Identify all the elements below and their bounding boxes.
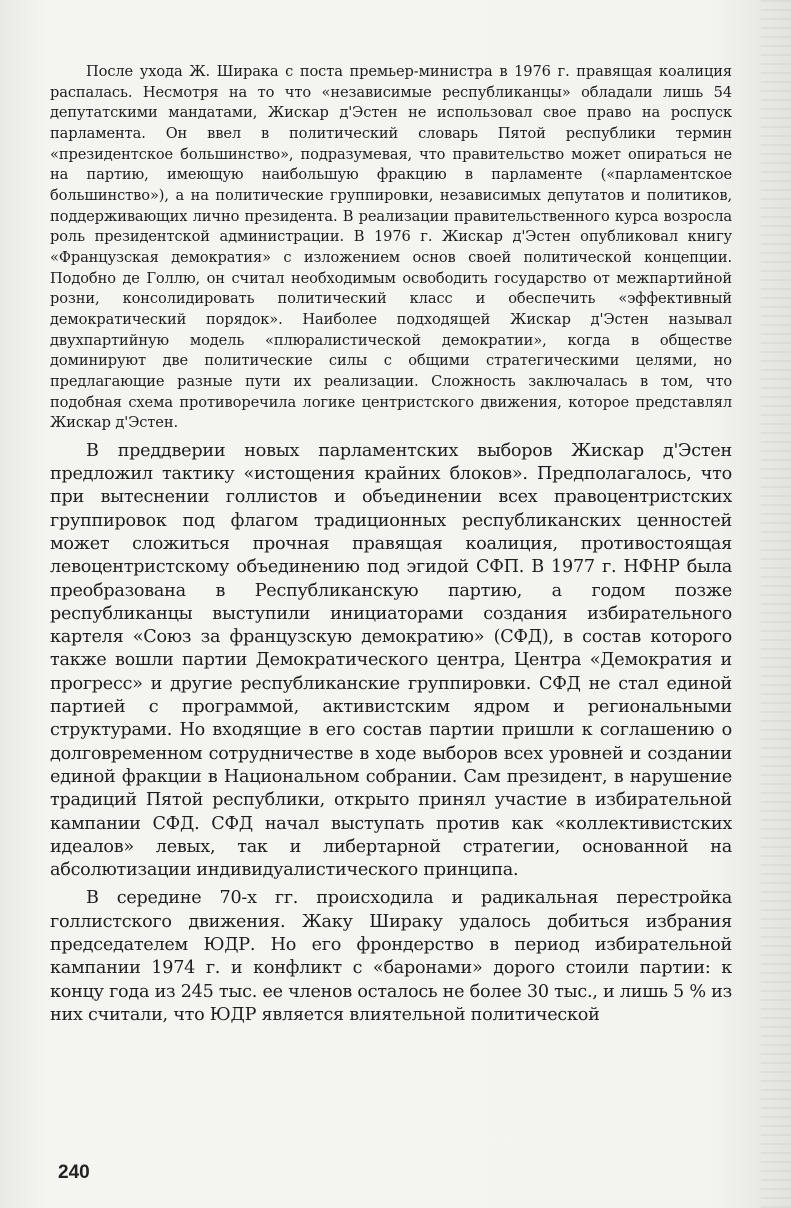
paragraph-gaullist-restructuring: В середине 70-х гг. происходила и радикальная перестройка голлистского движения. Жаку Шираку удалось добиться избрания председателем ЮДР. Но его фрондерство в период избирательной кампании 1974 г. и конфликт с «баронами» дорого стоили партии: к концу года из 245 тыс. ее членов осталось не более 30 тыс., и лишь 5 % из них считали, что ЮДР является влиятельной политической — [50, 888, 732, 1025]
main-print-section — [50, 440, 732, 1027]
page-number: 240 — [58, 1162, 90, 1183]
paragraph-elections-tactic: В преддверии новых парламентских выборов Жискар д'Эстен предложил тактику «истощения крайних блоков». Предполагалось, что при вытеснении голлистов и объединении всех правоцентристских группировок под флагом традиционных республиканских ценностей может сложиться прочная правящая коалиция, противостоящая левоцентристскому объединению под эгидой СФП. В 1977 г. НФНР была преобразована в Республиканскую партию, а годом позже республиканцы выступили инициаторами создания избирательного картеля «Союз за французскую демократию» (СФД), в состав которого также вошли партии Демократического центра, Центра «Демократия и прогресс» и другие республиканские группировки. СФД не стал единой партией с программой, активистским ядром и региональными структурами. Но входящие в его состав партии пришли к соглашению о долговременном сотрудничестве в ходе выборов всех уровней и создании единой фракции в Национальном собрании. Сам президент, в нарушение традиций Пятой республики, открыто принял участие в избирательной кампании СФД. СФД начал выступать против как «коллективистских идеалов» левых, так и либертарной стратегии, основанной на абсолютизации индивидуалистического принципа. — [50, 440, 732, 881]
small-print-section — [50, 62, 732, 434]
paragraph-chirac-resignation: После ухода Ж. Ширака с поста премьер-министра в 1976 г. правящая коалиция распалась. Несмотря на то что «независимые республиканцы» обладали лишь 54 депутатскими мандатами, Жискар д'Эстен не использовал свое право на роспуск парламента. Он ввел в политический словарь Пятой республики термин «президентское большинство», подразумевая, что правительство может опираться не на партию, имеющую наибольшую фракцию в парламенте («парламентское большинство»), а на политические группировки, независимых депутатов и политиков, поддерживающих лично президента. В реализации правительственного курса возросла роль президентской администрации. В 1976 г. Жискар д'Эстен опубликовал книгу «Французская демократия» с изложением основ своей политической концепции. Подобно де Голлю, он считал необходимым освободить государство от межпартийной розни, консолидировать политический класс и обеспечить «эффективный демократический порядок». Наиболее подходящей Жискар д'Эстен называл двухпартийную модель «плюралистической демократии», когда в обществе доминируют две политические силы с общими стратегическими целями, но предлагающие разные пути их реализации. Сложность заключалась в том, что подобная схема противоречила логике центристского движения, которое представлял Жискар д'Эстен. — [50, 63, 732, 432]
page-edge-shadow — [761, 0, 791, 1208]
page-text — [50, 62, 732, 1027]
